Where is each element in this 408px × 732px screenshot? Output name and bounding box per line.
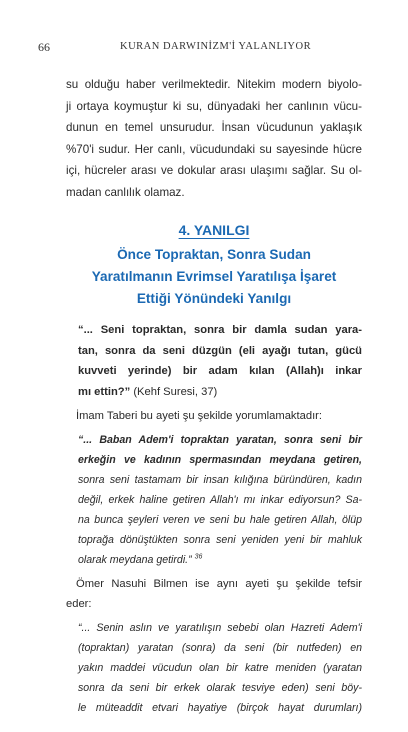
quote-line: toprağa dönüştükten sonra seni yeniden yeni bir mahluk [78,533,362,546]
intro-paragraph [66,74,362,203]
section-number: 4. YANILGI [178,222,250,238]
page-content [66,74,362,718]
body-line: %70'i sudur. Her canlı, vücudundaki su sayesinde hücre [66,142,362,156]
verse-line: kuvveti yerinde) bir adam kılan (Allah)ı inkar [78,365,362,377]
verse-source: (Kehf Suresi, 37) [130,385,218,398]
quote-line: le müteaddit etvari hayatiye (birçok hayat durumları) [78,701,362,714]
body-line: Ömer Nasuhi Bilmen ise aynı ayeti şu şekilde tefsir [76,577,362,590]
body-line: madan canlılık olamaz. [66,185,185,199]
footnote-marker: 36 [194,552,203,560]
verse-line: “... Seni topraktan, sonra bir damla sudan yara- [78,324,362,336]
quote-line: “... Senin aslın ve yaratılışın sebebi olan Hazreti Adem'i [78,621,362,634]
body-line: içi, hücreler arası ve dokular arası ulaşımı sağlar. Su ol- [66,164,362,177]
quote-line: na bunca şeyleri veren ve seni bu hale getiren Allah, ölüp [78,513,362,526]
bilmen-intro [66,574,362,615]
body-line: İmam Taberi bu ayeti şu şekilde yorumlamaktadır: [76,410,323,422]
quote-line: sonra da seni bir erkek olarak tesviye eden) seni böy- [78,681,362,694]
verse-quote [66,320,362,402]
taberi-intro [66,406,362,427]
quote-line: “... Baban Adem'i topraktan yaratan, sonra seni bir [78,433,362,446]
body-line: ji ortaya koymuştur ki su, dünyadaki her canlının vücu- [66,99,362,113]
quote-line: erkeğin ve kadının spermasından meydana getiren, [78,453,362,466]
bilmen-quote [66,618,362,718]
quote-last-line [78,550,362,570]
running-header [0,40,408,56]
body-line: su olduğu haber verilmektedir. Nitekim modern biyolo- [66,78,362,91]
section-title-line: Ettiği Yönündeki Yanılgı [136,291,292,306]
verse-last-line [78,382,362,403]
section-title [66,244,362,310]
quote-line: olarak meydana getirdi.” [78,553,192,566]
quote-line: (topraktan) yaratan (sonra) da seni (bir nutfeden) en [78,641,362,654]
section-title-line: Önce Topraktan, Sonra Sudan [117,247,311,262]
verse-line: mı ettin?” [78,385,131,398]
book-title: KURAN DARWINİZM'İ YALANLIYOR [120,41,312,52]
section-title-line: Yaratılmanın Evrimsel Yaratılışa İşaret [91,269,337,284]
verse-line: tan, sonra da seni düzgün (eli ayağı tutan, gücü [78,344,362,357]
quote-line: değil, erkek haline getiren Allah'ı mı inkar ediyorsun? Sa- [78,493,362,506]
quote-line: yakın maddei vücudun olan bir katre meniden (yaratan [78,661,362,674]
page-number: 66 [38,40,50,54]
taberi-quote [66,430,362,570]
quote-line: sonra seni tastamam bir insan kılığına büründüren, kadın [78,473,362,486]
body-line: eder: [66,598,92,610]
body-line: dunun en temel unsurudur. İnsan vücudunun yaklaşık [66,121,362,134]
